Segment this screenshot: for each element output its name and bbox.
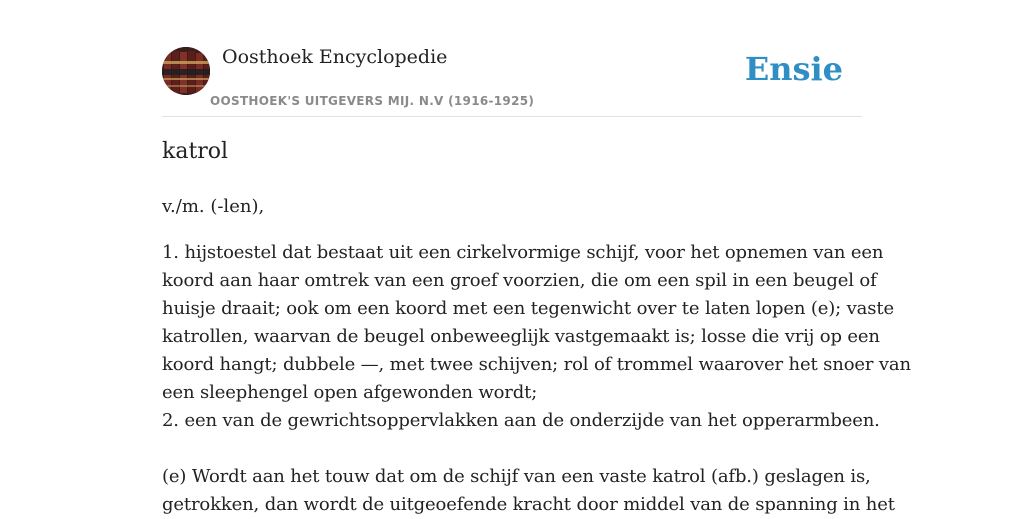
entry-definition (162, 239, 911, 519)
entry-title: katrol (162, 139, 229, 164)
note-line: (e) Wordt aan het touw dat om de schijf van een vaste katrol (afb.) geslagen is, (162, 466, 871, 487)
site-subtitle: OOSTHOEK'S UITGEVERS MIJ. N.V (1916-1925) (210, 94, 535, 108)
brand-logo-link[interactable]: Ensie (744, 50, 843, 88)
entry-grammar: v./m. (-len), (162, 196, 265, 217)
definition-line: 2. een van de gewrichtsoppervlakken aan de onderzijde van het opperarmbeen. (162, 410, 880, 431)
encyclopedia-books-icon (162, 47, 210, 95)
page (162, 0, 911, 515)
site-header (162, 0, 862, 117)
note-line: getrokken, dan wordt de uitgeoefende kracht door middel van de spanning in het (162, 494, 895, 515)
definition-line: een sleephengel open afgewonden wordt; (162, 382, 538, 403)
site-logo[interactable] (162, 47, 210, 95)
definition-line: katrollen, waarvan de beugel onbeweeglijk vastgemaakt is; losse die vrij op een (162, 326, 880, 347)
definition-line: 1. hijstoestel dat bestaat uit een cirkelvormige schijf, voor het opnemen van een (162, 242, 884, 263)
definition-line: huisje draait; ook om een koord met een tegenwicht over te laten lopen (e); vaste (162, 298, 894, 319)
definition-line: koord aan haar omtrek van een groef voorzien, die om een spil in een beugel of (162, 270, 877, 291)
site-title[interactable]: Oosthoek Encyclopedie (222, 46, 448, 68)
paragraph-gap (162, 435, 862, 463)
definition-line: koord hangt; dubbele —, met twee schijven; rol of trommel waarover het snoer van (162, 354, 911, 375)
